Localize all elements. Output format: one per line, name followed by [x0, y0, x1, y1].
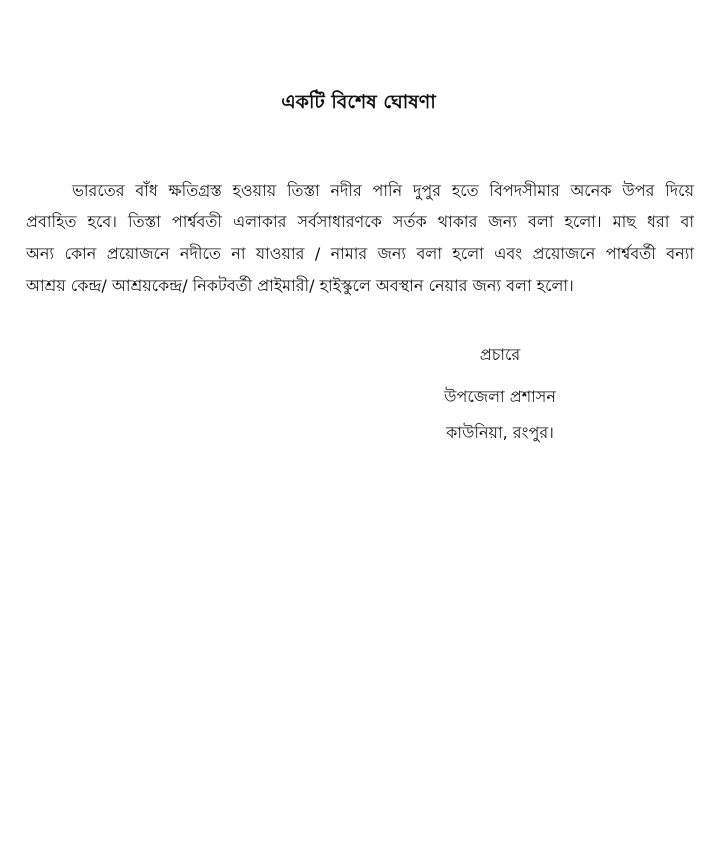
notice-title: একটি বিশেষ ঘোষণা	[281, 91, 436, 113]
signature-location: কাউনিয়া, রংপুর।	[446, 423, 554, 442]
signature-line: প্রচারে	[479, 345, 521, 364]
body-line: ভারতের বাঁধ ক্ষতিগ্রস্ত হওয়ায় তিস্তা নদীর পানি দুপুর হতে বিপদসীমার অনেক উপর দিয়ে	[72, 181, 694, 200]
signature-authority: উপজেলা প্রশাসন	[444, 387, 556, 406]
body-line: প্রবাহিত হবে। তিস্তা পার্শ্ববতী এলাকার সর্বসাধারণকে সর্তক থাকার জন্য বলা হলো। মাছ ধরা বা	[26, 212, 694, 231]
body-line: আশ্রয় কেন্দ্র/ আশ্রয়কেন্দ্র/ নিকটবর্তী প্রাইমারী/ হাইস্কুলে অবস্থান নেয়ার জন্য বলা হলো।	[26, 276, 574, 295]
body-line: অন্য কোন প্রয়োজনে নদীতে না যাওয়ার / নামার জন্য বলা হলো এবং প্রয়োজনে পার্শ্ববর্তী বন্যা	[26, 244, 694, 263]
